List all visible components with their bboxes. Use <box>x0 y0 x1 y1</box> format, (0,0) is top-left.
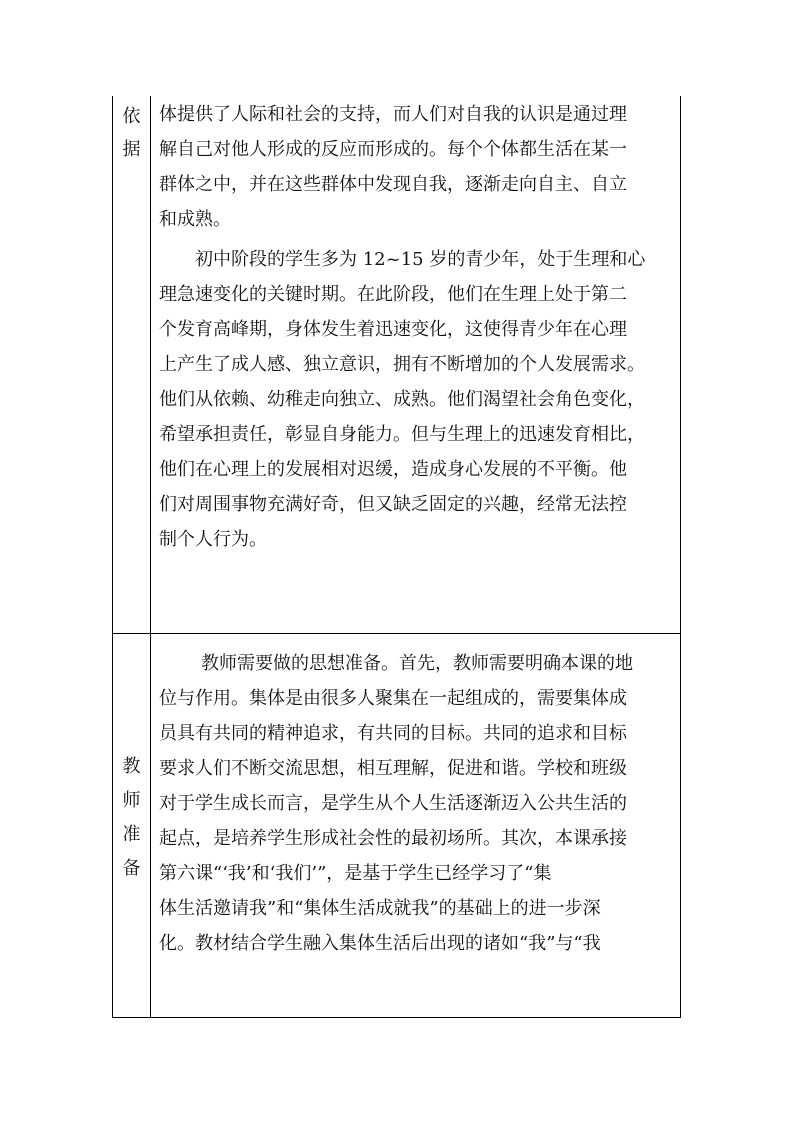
section-label-char: 备 <box>122 858 141 879</box>
text-line: 化。教材结合学生融入集体生活后出现的诸如“我”与“我 <box>159 933 601 954</box>
text-line: 教师需要做的思想准备。首先，教师需要明确本课的地 <box>201 653 633 674</box>
text-line: 第六课“‘我’和‘我们’”，是基于学生已经学习了“集 <box>159 863 552 884</box>
section-label-basis <box>113 108 150 159</box>
text-line: 对于学生成长而言，是学生从个人生活逐渐迈入公共生活的 <box>159 793 627 814</box>
section-label-char: 准 <box>122 824 141 845</box>
section-label-char: 师 <box>122 790 141 811</box>
text-line: 和成熟。 <box>159 209 231 230</box>
text-line: 初中阶段的学生多为 12~15 岁的青少年，处于生理和心 <box>195 249 646 270</box>
text-line: 希望承担责任，彰显自身能力。但与生理上的迅速发育相比， <box>159 424 645 445</box>
table-right-border <box>680 96 681 1018</box>
paragraph <box>150 646 680 961</box>
text-line: 起点，是培养学生形成社会性的最初场所。其次，本课承接 <box>159 828 627 849</box>
section-label-char: 教 <box>122 756 141 777</box>
text-line: 体生活邀请我”和“集体生活成就我”的基础上的进一步深 <box>159 898 601 919</box>
text-line: 他们从依赖、幼稚走向独立、成熟。他们渴望社会角色变化， <box>159 389 645 410</box>
table-bottom-border <box>112 1017 681 1018</box>
text-line: 位与作用。集体是由很多人聚集在一起组成的，需要集体成 <box>159 688 627 709</box>
table-row-divider <box>112 633 681 634</box>
text-line: 群体之中，并在这些群体中发现自我，逐渐走向自主、自立 <box>159 174 627 195</box>
text-line: 理急速变化的关键时期。在此阶段，他们在生理上处于第二 <box>159 284 627 305</box>
paragraph <box>150 97 680 237</box>
text-line: 员具有共同的精神追求，有共同的目标。共同的追求和目标 <box>159 723 627 744</box>
table-left-border <box>112 96 113 1018</box>
text-line: 他们在心理上的发展相对迟缓，造成身心发展的不平衡。他 <box>159 459 627 480</box>
paragraph <box>150 242 680 557</box>
section-content-teacher-preparation <box>150 646 680 961</box>
text-line: 体提供了人际和社会的支持，而人们对自我的认识是通过理 <box>159 104 627 125</box>
section-label-char: 依 <box>122 106 141 127</box>
section-label-teacher-preparation <box>113 758 150 878</box>
text-line: 要求人们不断交流思想，相互理解，促进和谐。学校和班级 <box>159 758 627 779</box>
section-content-basis <box>150 97 680 557</box>
text-line: 解自己对他人形成的反应而形成的。每个个体都生活在某一 <box>159 139 627 160</box>
text-line: 制个人行为。 <box>159 529 267 550</box>
text-line: 个发育高峰期，身体发生着迅速变化，这使得青少年在心理 <box>159 319 627 340</box>
text-line: 上产生了成人感、独立意识，拥有不断增加的个人发展需求。 <box>159 354 645 375</box>
text-line: 们对周围事物充满好奇，但又缺乏固定的兴趣，经常无法控 <box>159 494 627 515</box>
section-label-char: 据 <box>122 139 141 160</box>
